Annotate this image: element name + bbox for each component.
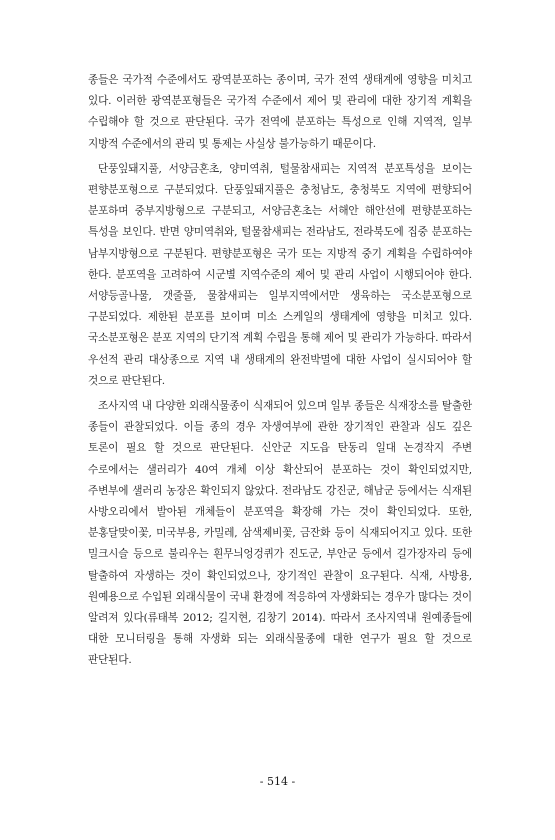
paragraph-2: 단풍잎돼지풀, 서양금혼초, 양미역취, 털물참새피는 지역적 분포특성을 보이는 편향분포형으로 구분되었다. 단풍잎돼지풀은 충청남도, 충청북도 지역에 편향되어 분포하며 중부지방형으로 구분되고, 서양금혼초는 서해안 해안선에 편향분포하는 특성을 보인다. 반면 양미역취와, 털물참새피는 전라남도, 전라북도에 집중 분포하는 남부지방형으로 구분된다. 편향분포형은 국가 또는 지방적 중기 계획을 수립하여야 한다. 분포역을 고려하여 시군별 지역수준의 제어 및 관리 사업이 시행되어야 한다. 서양등골나물, 갯줄풀, 물참새피는 일부지역에서만 생육하는 국소분포형으로 구분되었다. 제한된 분포를 보이며 미소 스케일의 생태계에 영향을 미치고 있다. 국소분포형은 분포 지역의 단기적 계획 수립을 통해 제어 및 관리가 가능하다. 따라서 우선적 관리 대상종으로 지역 내 생태계의 완전박멸에 대한 사업이 실시되어야 할 것으로 판단된다. [88,162,472,387]
document-body [88,70,472,676]
page-number: - 514 - [259,775,296,788]
paragraph-3: 조사지역 내 다양한 외래식물종이 식재되어 있으며 일부 종들은 식재장소를 탈출한 종들이 관찰되었다. 이들 종의 경우 자생여부에 관한 장기적인 관찰과 심도 깊은 토론이 필요 할 것으로 판단된다. 신안군 지도읍 탄동리 일대 논경작지 주변 수로에서는 샐러리가 40여 개체 이상 확산되어 분포하는 것이 확인되었지만, 주변부에 샐러리 농장은 확인되지 않았다. 전라남도 강진군, 해남군 등에서는 식재된 사방오리에서 발아된 개체들이 분포역을 확장해 가는 것이 확인되었다. 또한, 분홍달맞이꽃, 미국부용, 카밀레, 삼색제비꽃, 금잔화 등이 식재되어지고 있다. 또한 밀크시슬 등으로 불리우는 흰무늬엉겅퀴가 진도군, 부안군 등에서 길가장자리 등에 탈출하여 자생하는 것이 확인되었으나, 장기적인 관찰이 요구된다. 식재, 사방용, 원예용으로 수입된 외래식물이 국내 환경에 적응하여 자생화되는 경우가 많다는 것이 알려져 있다(류태복 2012; 길지현, 김창기 2014). 따라서 조사지역내 원예종들에 대한 모니터링을 통해 자생화 되는 외래식물종에 대한 연구가 필요 할 것으로 판단된다. [88,400,472,667]
paragraph-1: 종들은 국가적 수준에서도 광역분포하는 종이며, 국가 전역 생태계에 영향을 미치고 있다. 이러한 광역분포형들은 국가적 수준에서 제어 및 관리에 대한 장기적 계획을 수립해야 할 것으로 판단된다. 국가 전역에 분포하는 특성으로 인해 지역적, 일부 지방적 수준에서의 관리 및 통제는 사실상 불가능하기 때문이다. [88,74,472,150]
